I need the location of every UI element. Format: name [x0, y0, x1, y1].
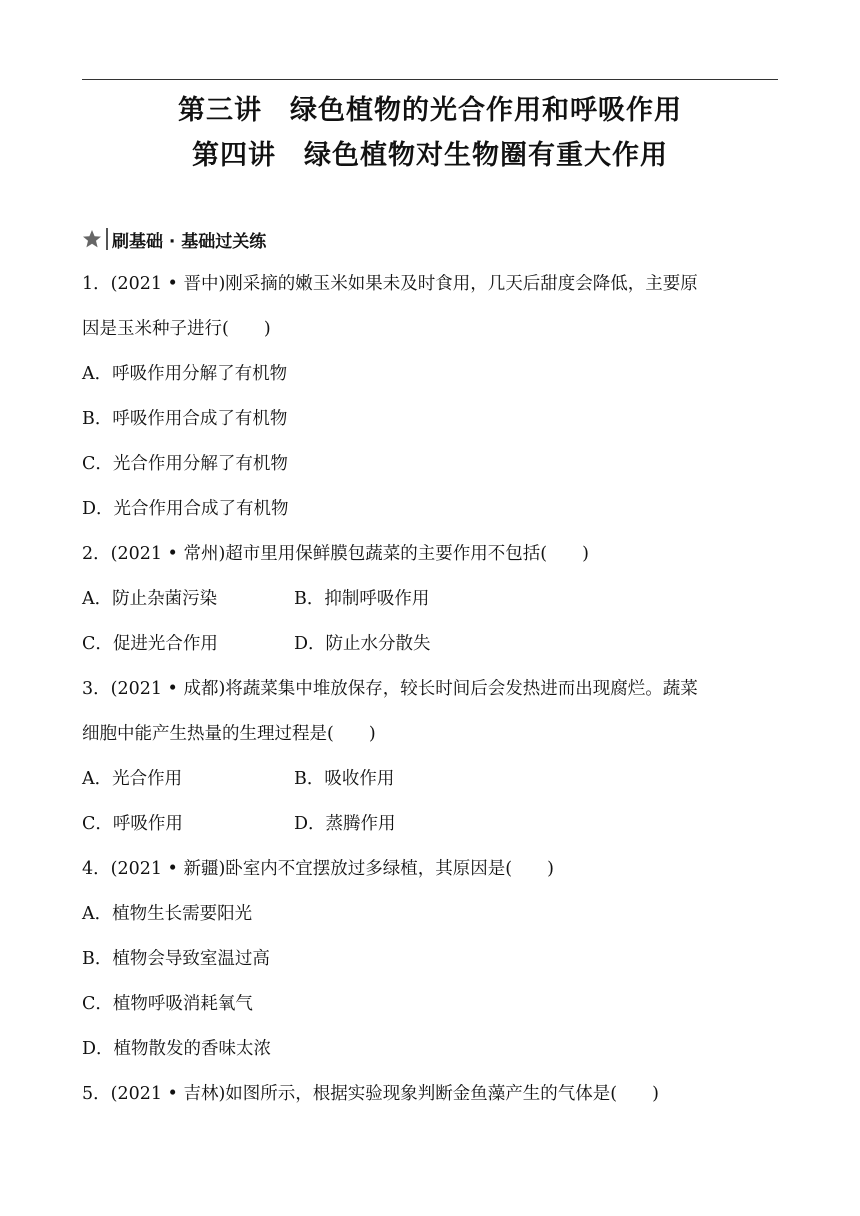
- question-4-stem: 4．(2021 • 新疆)卧室内不宜摆放过多绿植，其原因是( ): [82, 859, 554, 879]
- question-2-option-b: B．抑制呼吸作用: [294, 589, 430, 609]
- question-3-stem-line-1: 3．(2021 • 成都)将蔬菜集中堆放保存，较长时间后会发热进而出现腐烂。蔬菜: [82, 679, 698, 699]
- question-2-option-d: D．防止水分散失: [294, 634, 431, 654]
- question-1-option-a: A．呼吸作用分解了有机物: [82, 364, 288, 384]
- question-2-stem: 2．(2021 • 常州)超市里用保鲜膜包蔬菜的主要作用不包括( ): [82, 544, 589, 564]
- question-4-option-a: A．植物生长需要阳光: [82, 904, 253, 924]
- section-header: [82, 226, 266, 252]
- question-3-option-a: A．光合作用: [82, 769, 183, 789]
- question-3-stem-line-2: 细胞中能产生热量的生理过程是( ): [82, 724, 376, 744]
- question-1-stem-line-2: 因是玉米种子进行( ): [82, 319, 271, 339]
- star-icon: [82, 229, 102, 249]
- question-4-option-b: B．植物会导致室温过高: [82, 949, 270, 969]
- question-3-option-b: B．吸收作用: [294, 769, 395, 789]
- section-label: 刷基础 · 基础过关练: [112, 231, 267, 252]
- question-3-option-c: C．呼吸作用: [82, 814, 183, 834]
- lecture-title-3: 第三讲 绿色植物的光合作用和呼吸作用: [178, 95, 682, 126]
- question-2-option-a: A．防止杂菌污染: [82, 589, 218, 609]
- question-4-option-d: D．植物散发的香味太浓: [82, 1039, 272, 1059]
- question-1-option-b: B．呼吸作用合成了有机物: [82, 409, 288, 429]
- question-3-option-d: D．蒸腾作用: [294, 814, 396, 834]
- section-divider-bar: [106, 228, 108, 250]
- question-1-option-d: D．光合作用合成了有机物: [82, 499, 289, 519]
- question-1-option-c: C．光合作用分解了有机物: [82, 454, 288, 474]
- lecture-title-4: 第四讲 绿色植物对生物圈有重大作用: [192, 140, 668, 171]
- question-4-option-c: C．植物呼吸消耗氧气: [82, 994, 253, 1014]
- question-1-stem-line-1: 1．(2021 • 晋中)刚采摘的嫩玉米如果未及时食用，几天后甜度会降低，主要原: [82, 274, 698, 294]
- top-rule: [82, 79, 778, 80]
- question-5-stem: 5．(2021 • 吉林)如图所示，根据实验现象判断金鱼藻产生的气体是( ): [82, 1084, 659, 1104]
- question-2-option-c: C．促进光合作用: [82, 634, 218, 654]
